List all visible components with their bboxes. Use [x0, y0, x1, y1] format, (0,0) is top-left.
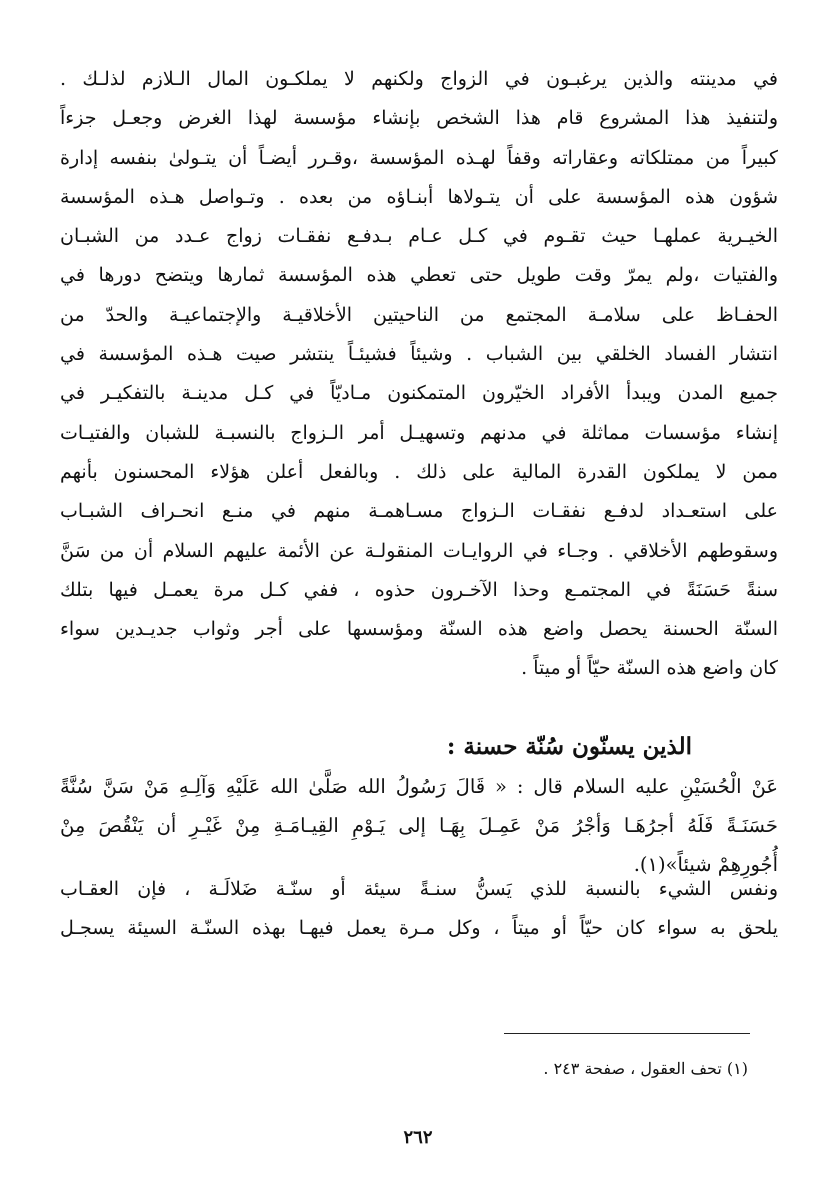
hadith-line: عَنْ الْحُسَيْنِ عليه السلام قال : « قَالَ رَسُولُ الله صَلَّىٰ الله عَلَيْهِ وَآلِـهِ مَنْ سَنَّ سُنَّةً	[60, 775, 778, 798]
text-line: جميع المدن ويبدأ الأفراد الخيّرون المتمكنون مـاديّاً في كـل مدينـة بالتفكيـر في	[60, 382, 778, 405]
text-line: يلحق به سواء كان حيّاً أو ميتاً ، وكل مـرة يعمل فيهـا بهذه السنّـة السيئة يسجـل	[60, 917, 778, 940]
text-line: انتشار الفساد الخلقي بين الشباب . وشيئاً فشيئـاً ينتشر صيت هـذه المؤسسة في	[60, 343, 778, 366]
section-heading: الذين يسنّون سُنّة حسنة :	[446, 733, 692, 760]
text-line: الخيـرية عملهـا حيث تقـوم في كـل عـام بـدفـع نفقـات زواج عـدد من الشبـان	[60, 225, 778, 248]
page-number: ٢٦٢	[403, 1127, 433, 1148]
text-line: والفتيات ،ولم يمرّ وقت طويل حتى تعطي هذه المؤسسة ثمارها ويتضح دورها في	[60, 264, 778, 287]
text-line: ونفس الشيء بالنسبة للذي يَسنُّ سنـةً سيئة أو سنّـة ضَلالَـة ، فإن العقـاب	[60, 878, 778, 900]
text-line: في مدينته والذين يرغبـون في الزواج ولكنهم لا يملكـون المال الـلازم لذلـك .	[60, 68, 778, 90]
text-line: السنّة الحسنة يحصل واضع هذه السنّة ومؤسسها على أجر وثواب جديـدين سواء	[60, 618, 778, 641]
hadith-line: أُجُورِهِمْ شيئاً»(١).	[633, 853, 778, 876]
body-paragraph-1	[60, 60, 778, 689]
hadith-quote	[60, 767, 778, 884]
text-line: على استعـداد لدفـع نفقـات الـزواج مسـاهمـة منهم في منـع انحـراف الشبـاب	[60, 500, 778, 523]
text-line: شؤون هذه المؤسسة على أن يتـولاها أبنـاؤه من بعده . وتـواصل هـذه المؤسسة	[60, 185, 778, 208]
body-paragraph-2	[60, 870, 778, 949]
text-line: الحفـاظ على سلامـة المجتمع من الناحيتين الأخلاقيـة والإجتماعيـة والحدّ من	[60, 303, 778, 326]
text-line: كبيراً من ممتلكاته وعقاراته وقفاً لهـذه المؤسسة ،وقـرر أيضـاً أن يتـولىٰ بنفسه إدارة	[60, 146, 778, 169]
text-line: ولتنفيذ هذا المشروع قام هذا الشخص بإنشاء مؤسسة لهذا الغرض وجعـل جزءاً	[60, 107, 778, 130]
footnote-divider	[504, 1033, 750, 1034]
footnote: (١) تحف العقول ، صفحة ٢٤٣ .	[543, 1059, 748, 1078]
text-line: كان واضع هذه السنّة حيّاً أو ميتاً .	[521, 657, 778, 680]
hadith-line: حَسَنَـةً فَلَهُ أجرُهَـا وَأجْرُ مَنْ عَمِـلَ بِهَـا إلى يَـوْمِ القِيـامَـةِ مِنْ غَيْـرِ أن يَنْقُصَ مِنْ	[60, 814, 778, 837]
text-line: وسقوطهم الأخلاقي . وجـاء في الروايـات المنقولـة عن الأئمة عليهم السلام أن من سَنَّ	[60, 539, 778, 562]
text-line: ممن لا يملكون القدرة المالية على ذلك . وبالفعل أعلن هؤلاء المحسنون بأنهم	[60, 460, 778, 483]
text-line: سنةً حَسَنَةً في المجتمـع وحذا الآخـرون حذوه ، ففي كـل مرة يعمـل فيها بتلك	[60, 578, 778, 601]
text-line: إنشاء مؤسسات مماثلة في مدنهم وتسهيـل أمر الـزواج بالنسبـة للشبان والفتيـات	[60, 421, 778, 444]
